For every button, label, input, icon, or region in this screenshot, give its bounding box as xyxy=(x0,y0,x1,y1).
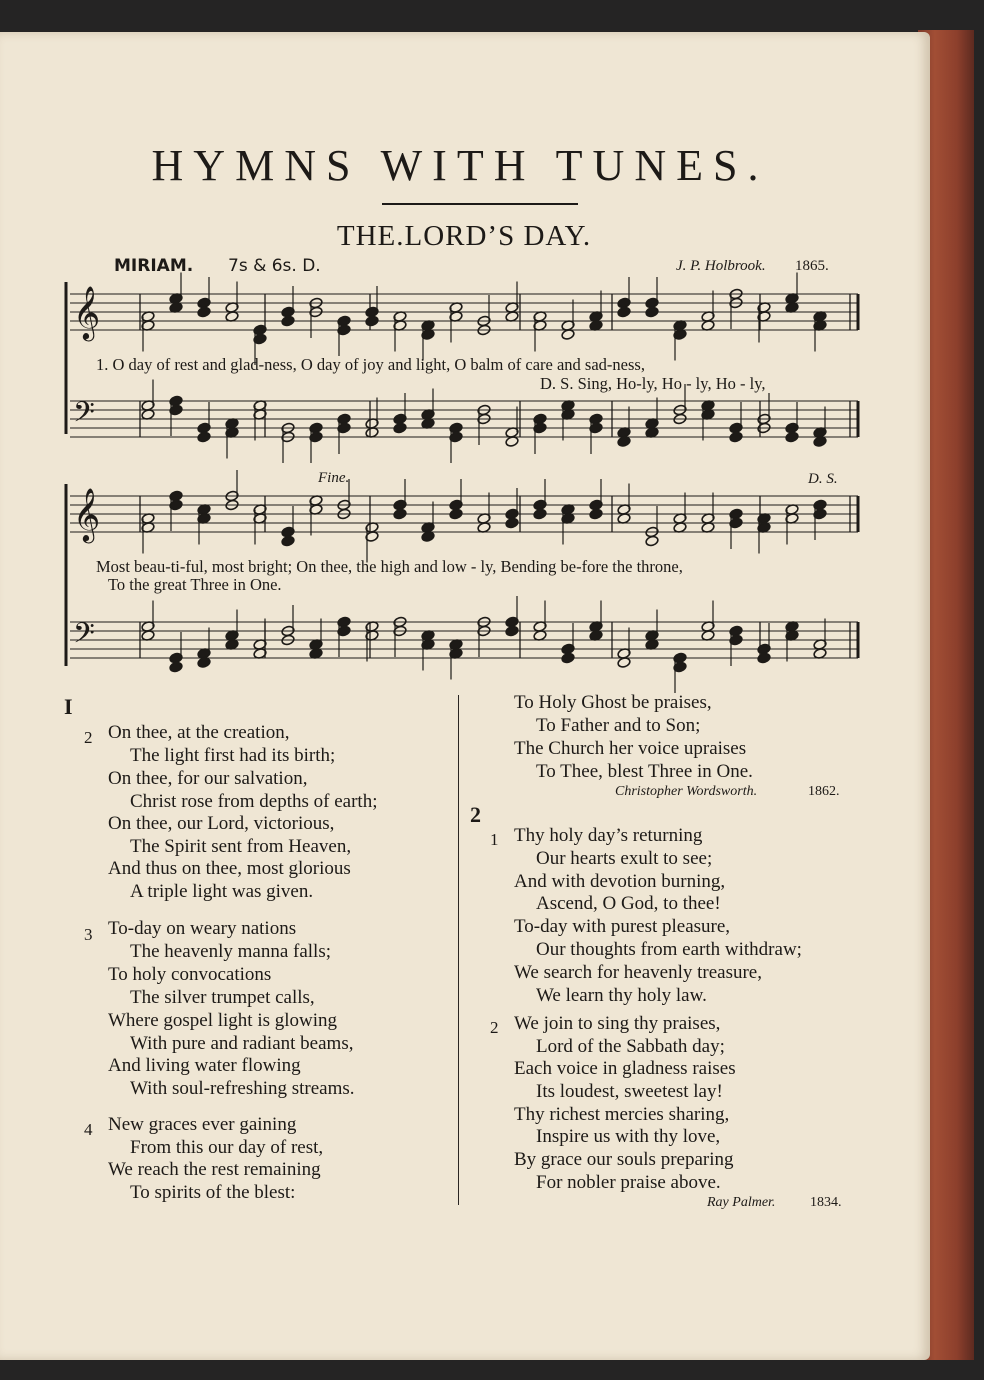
hymn-year: 1862. xyxy=(808,784,840,799)
note-head xyxy=(729,431,743,443)
verse-line: To Holy Ghost be praises, xyxy=(514,692,712,713)
verse-line: Our thoughts from earth withdraw; xyxy=(536,939,802,960)
verse-line: On thee, our Lord, victorious, xyxy=(108,813,335,834)
verse-line: To spirits of the blest: xyxy=(130,1182,296,1203)
verse-line: Christ rose from depths of earth; xyxy=(130,791,378,812)
bass-clef-icon: 𝄢 xyxy=(73,396,95,436)
stanza-number: 2 xyxy=(490,1018,499,1037)
note-head xyxy=(505,625,519,637)
verse-line: Where gospel light is glowing xyxy=(108,1010,338,1031)
note-head xyxy=(393,422,407,434)
lyric-line-1: 1. O day of rest and glad-ness, O day of joy and light, O balm of care and sad-ness, xyxy=(96,355,645,374)
fine-mark: Fine. xyxy=(318,470,350,486)
ds-mark: D. S. xyxy=(808,471,838,487)
verse-line: The silver trumpet calls, xyxy=(130,987,315,1008)
verse-line: We learn thy holy law. xyxy=(536,985,707,1006)
note-head xyxy=(645,535,659,547)
verse-line: To-day on weary nations xyxy=(108,918,297,939)
verse-line: On thee, for our salvation, xyxy=(108,768,308,789)
note-head xyxy=(785,431,799,443)
tune-composer: J. P. Holbrook. xyxy=(676,258,766,274)
verse-line: Thy holy day’s returning xyxy=(514,825,703,846)
stanza-number: 3 xyxy=(84,925,93,944)
lyric-line-2b: To the great Three in One. xyxy=(108,575,282,594)
treble-clef-icon: 𝄞 xyxy=(73,487,101,541)
verse-line: And living water flowing xyxy=(108,1055,301,1076)
hymn-number: I xyxy=(64,694,73,719)
verse-line: The Church her voice upraises xyxy=(514,738,747,759)
verse-line: The Spirit sent from Heaven, xyxy=(130,836,352,857)
note-head xyxy=(617,306,631,318)
note-head xyxy=(645,306,659,318)
column-divider xyxy=(458,695,459,1205)
verse-line: Our hearts exult to see; xyxy=(536,848,713,869)
verse-line: The heavenly manna falls; xyxy=(130,941,332,962)
stanza-number: 1 xyxy=(490,830,499,849)
stanza-number: 2 xyxy=(84,728,93,747)
page-title: HYMNS WITH TUNES. xyxy=(151,141,769,190)
note-head xyxy=(533,508,547,520)
verse-line: We reach the rest remaining xyxy=(108,1159,321,1180)
note-head xyxy=(281,315,295,327)
verse-line: For nobler praise above. xyxy=(536,1172,721,1193)
tune-meter: 7s & 6s. D. xyxy=(228,256,321,276)
verse-line: Ascend, O God, to thee! xyxy=(536,893,721,914)
verse-line: We join to sing thy praises, xyxy=(514,1013,721,1034)
verse-line: Its loudest, sweetest lay! xyxy=(536,1081,723,1102)
verse-line: By grace our souls preparing xyxy=(514,1149,734,1170)
verse-line: Inspire us with thy love, xyxy=(536,1126,721,1147)
hymn-author: Christopher Wordsworth. xyxy=(615,784,758,799)
hymn-number: 2 xyxy=(470,802,481,827)
verse-line: To Father and to Son; xyxy=(536,715,701,736)
verse-line: From this our day of rest, xyxy=(130,1137,324,1158)
treble-clef-icon: 𝄞 xyxy=(73,285,101,339)
note-head xyxy=(449,508,463,520)
verse-line: And thus on thee, most glorious xyxy=(108,858,351,879)
verse-line: And with devotion burning, xyxy=(514,871,726,892)
hymn-author: Ray Palmer. xyxy=(707,1195,776,1210)
verse-line: Thy richest mercies sharing, xyxy=(514,1104,730,1125)
verse-line: The light first had its birth; xyxy=(130,745,336,766)
tune-year: 1865. xyxy=(795,258,829,274)
hymn-year: 1834. xyxy=(810,1195,842,1210)
verse-line: We search for heavenly treasure, xyxy=(514,962,762,983)
verse-line: To-day with purest pleasure, xyxy=(514,916,731,937)
note-head xyxy=(197,306,211,318)
lyric-line-1-ds: D. S. Sing, Ho-ly, Ho - ly, Ho - ly, xyxy=(540,374,766,393)
section-title: THE.LORD’S DAY. xyxy=(336,220,592,252)
note-head xyxy=(393,508,407,520)
note-head xyxy=(169,661,183,673)
note-head xyxy=(561,652,575,664)
verse-line: On thee, at the creation, xyxy=(108,722,290,743)
note-head xyxy=(505,517,519,529)
note-head xyxy=(365,315,379,327)
verse-line: Each voice in gladness raises xyxy=(514,1058,736,1079)
verse-line: A triple light was given. xyxy=(130,881,314,902)
stanza-number: 4 xyxy=(84,1120,93,1139)
note-head xyxy=(757,652,771,664)
verse-line: New graces ever gaining xyxy=(108,1114,297,1135)
verse-line: Lord of the Sabbath day; xyxy=(536,1036,725,1057)
verse-line: To Thee, blest Three in One. xyxy=(536,761,753,782)
verse-line: To holy convocations xyxy=(108,964,272,985)
bass-clef-icon: 𝄢 xyxy=(73,617,95,657)
verse-line: With pure and radiant beams, xyxy=(130,1033,354,1054)
verse-line: With soul-refreshing streams. xyxy=(130,1078,355,1099)
note-head xyxy=(281,535,295,547)
tune-name: MIRIAM. xyxy=(114,256,194,276)
lyric-line-2: Most beau-ti-ful, most bright; On thee, the high and low - ly, Bending be-fore the throne, xyxy=(96,557,683,576)
note-head xyxy=(589,508,603,520)
note-head xyxy=(197,431,211,443)
